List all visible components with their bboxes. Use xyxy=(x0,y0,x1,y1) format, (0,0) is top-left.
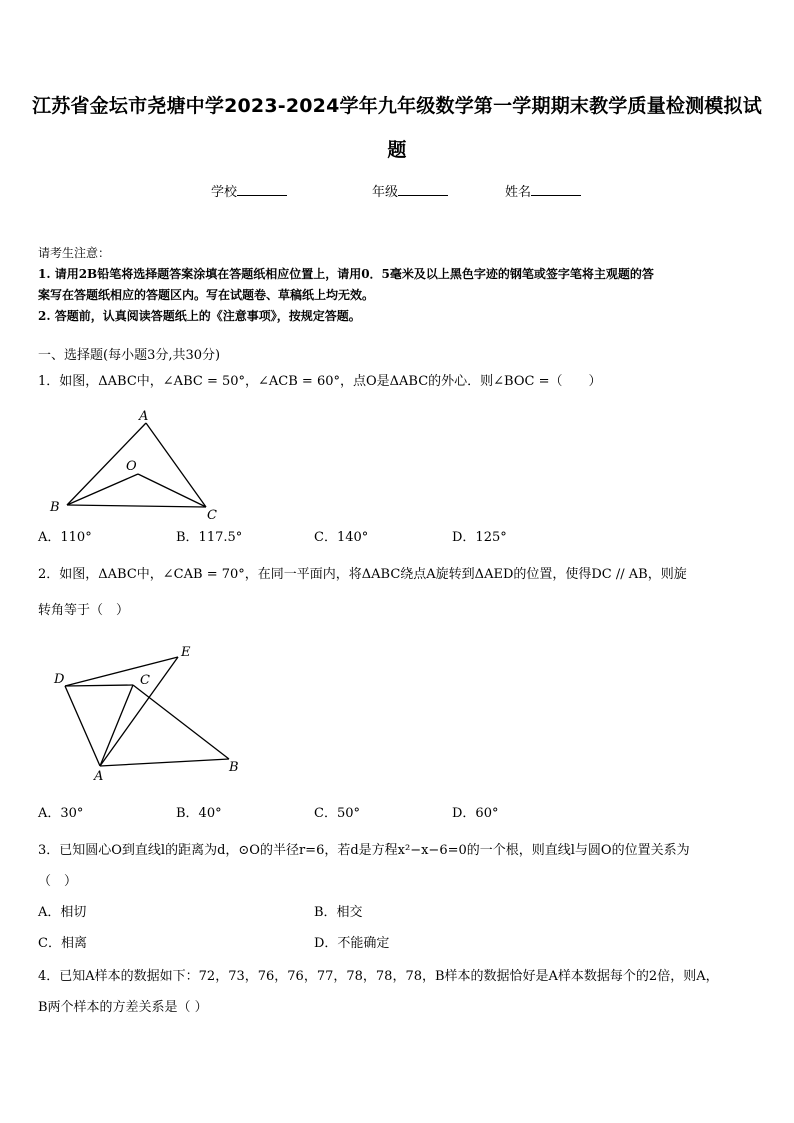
grade-label: 年级 xyxy=(372,185,399,200)
section-heading: 一、选择题(每小题3分,共30分) xyxy=(38,348,221,363)
q1-option-a[interactable]: A．110° xyxy=(38,530,92,545)
q2-side-ad xyxy=(65,686,100,766)
q3-option-c[interactable]: C．相离 xyxy=(38,936,87,951)
q1-label-b: B xyxy=(50,500,60,515)
q4-stem-line-1: 4．已知A样本的数据如下：72，73，76，76，77，78，78，78，B样本的数据恰好是A样本数据每个的2倍，则A， xyxy=(38,969,719,984)
q3-stem-line-2: （ ） xyxy=(38,874,78,889)
q3-option-a[interactable]: A．相切 xyxy=(38,905,87,920)
q1-label-c: C xyxy=(207,508,217,523)
q1-segment-ob xyxy=(67,474,138,505)
school-field xyxy=(211,181,287,200)
q2-option-b[interactable]: B．40° xyxy=(176,806,222,821)
q2-stem-line-2: 转角等于（ ） xyxy=(38,603,130,618)
name-blank[interactable] xyxy=(531,183,581,196)
q2-rotation-figure xyxy=(45,640,255,785)
q2-segment-dc xyxy=(65,685,133,686)
page-title xyxy=(30,84,764,172)
q1-label-o: O xyxy=(126,459,137,474)
notice-block xyxy=(38,243,760,327)
name-label: 姓名 xyxy=(505,185,532,200)
grade-blank[interactable] xyxy=(398,183,448,196)
notice-item-1-line-1: 1. 请用2B铅笔将选择题答案涂填在答题纸相应位置上，请用0．5毫米及以上黑色字迹的钢笔或签字笔将主观题的答 xyxy=(38,267,654,281)
q1-option-c[interactable]: C．140° xyxy=(314,530,369,545)
q1-side-ac xyxy=(146,423,206,507)
q1-label-a: A xyxy=(139,409,149,424)
q3-option-b[interactable]: B．相交 xyxy=(314,905,363,920)
title-line-1: 江苏省金坛市尧塘中学2023-2024学年九年级数学第一学期期末教学质量检测模拟试 xyxy=(32,95,762,117)
name-field xyxy=(505,181,581,200)
q2-option-a[interactable]: A．30° xyxy=(38,806,84,821)
q2-label-c: C xyxy=(140,673,150,688)
q3-option-d[interactable]: D．不能确定 xyxy=(314,936,390,951)
q4-stem-line-2: B两个样本的方差关系是（ ） xyxy=(38,1000,208,1015)
q2-label-b: B xyxy=(229,760,239,775)
q1-segment-oc xyxy=(138,474,206,507)
q2-stem-line-1: 2．如图，ΔABC中，∠CAB = 70°，在同一平面内，将ΔABC绕点A旋转到ΔAED的位置，使得DC // AB，则旋 xyxy=(38,567,687,582)
notice-item-1-line-2: 案写在答题纸相应的答题区内。写在试题卷、草稿纸上均无效。 xyxy=(38,288,375,302)
q2-label-e: E xyxy=(181,645,191,660)
q2-side-cb xyxy=(133,685,229,759)
school-blank[interactable] xyxy=(237,183,287,196)
notice-item-2: 2. 答题前，认真阅读答题纸上的《注意事项》，按规定答题。 xyxy=(38,309,361,323)
q2-label-d: D xyxy=(54,672,65,687)
q1-stem: 1．如图，ΔABC中，∠ABC = 50°，∠ACB = 60°，点O是ΔABC的外心．则∠BOC =（ ） xyxy=(38,374,602,389)
q2-option-d[interactable]: D．60° xyxy=(452,806,499,821)
q2-label-a: A xyxy=(94,769,104,784)
grade-field xyxy=(372,181,448,200)
q1-option-d[interactable]: D．125° xyxy=(452,530,507,545)
q1-option-b[interactable]: B．117.5° xyxy=(176,530,243,545)
q2-side-ac xyxy=(100,685,133,766)
q1-side-bc xyxy=(67,505,206,507)
school-label: 学校 xyxy=(211,185,238,200)
q2-option-c[interactable]: C．50° xyxy=(314,806,360,821)
q2-side-ab xyxy=(100,759,229,766)
q3-stem-line-1: 3．已知圆心O到直线l的距离为d，⊙O的半径r=6，若d是方程x²−x−6=0的一个根，则直线l与圆O的位置关系为 xyxy=(38,843,690,858)
title-line-2: 题 xyxy=(387,139,407,161)
notice-heading: 请考生注意： xyxy=(38,246,111,260)
q1-triangle-figure xyxy=(40,404,230,524)
